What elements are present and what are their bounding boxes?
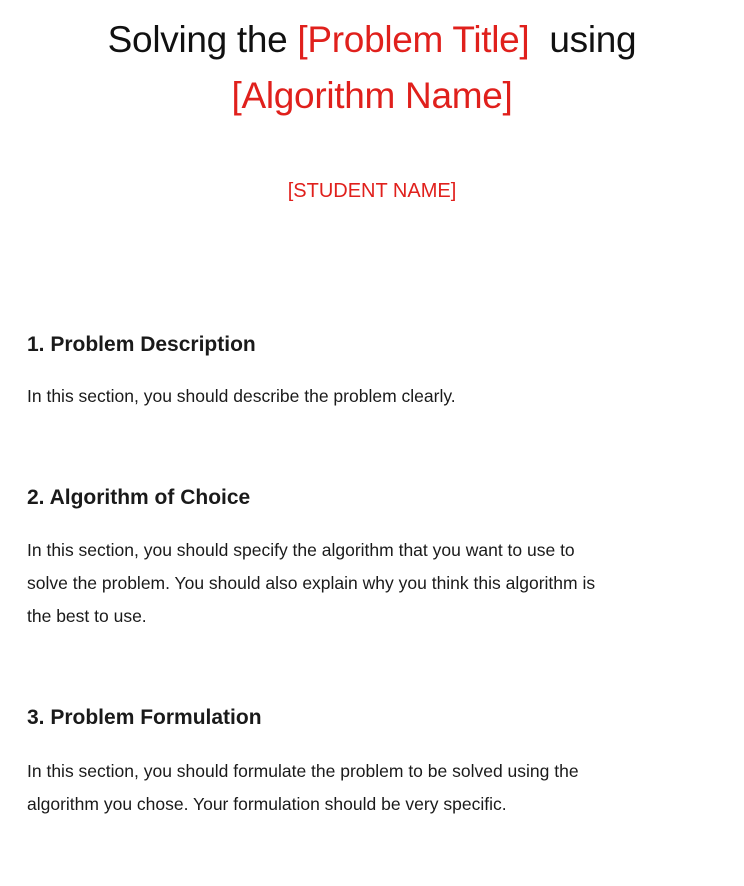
section-body-problem-description (27, 380, 717, 413)
section-body-algorithm-of-choice (27, 534, 717, 633)
section-heading-algorithm-of-choice: 2. Algorithm of Choice (27, 486, 251, 509)
document-title (0, 14, 744, 66)
title-prefix: Solving the (107, 19, 298, 60)
student-name-placeholder: [STUDENT NAME] (287, 180, 457, 202)
problem-title-placeholder: [Problem Title] (297, 19, 530, 60)
title-connector: using (529, 19, 637, 60)
body-line: In this section, you should formulate the problem to be solved using the (27, 761, 579, 781)
body-line: In this section, you should describe the problem clearly. (27, 386, 456, 406)
algorithm-name-placeholder: [Algorithm Name] (231, 75, 513, 116)
body-line: algorithm you chose. Your formulation should be very specific. (27, 794, 507, 814)
body-line: solve the problem. You should also explain why you think this algorithm is (27, 573, 596, 593)
section-body-problem-formulation (27, 755, 717, 821)
section-heading-problem-description: 1. Problem Description (27, 333, 256, 356)
body-line: the best to use. (27, 606, 147, 626)
body-line: In this section, you should specify the algorithm that you want to use to (27, 540, 575, 560)
section-heading-problem-formulation: 3. Problem Formulation (27, 706, 262, 729)
